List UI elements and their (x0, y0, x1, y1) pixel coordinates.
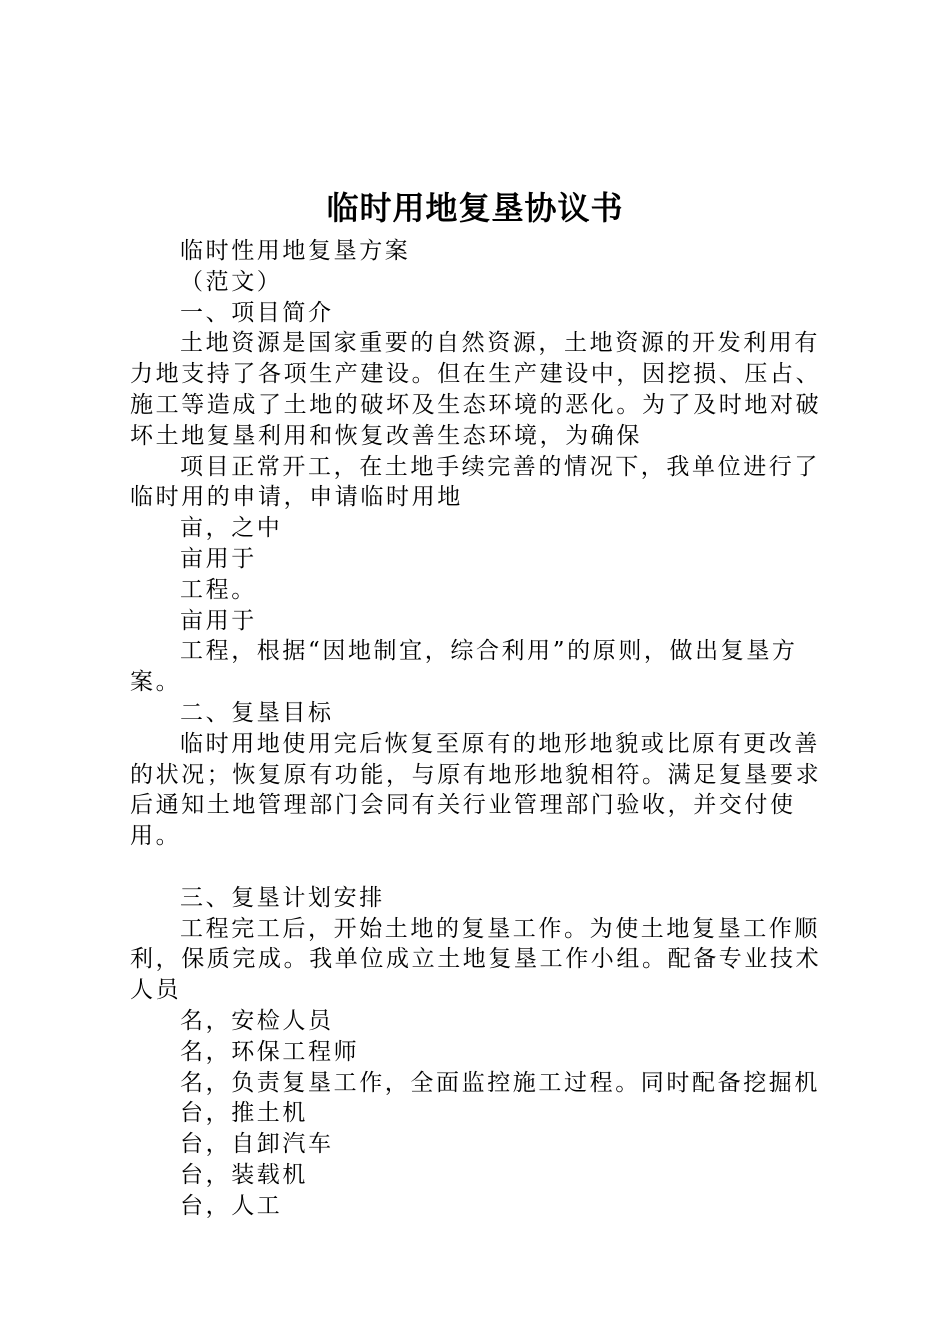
paragraph: 名，环保工程师 (180, 1038, 360, 1065)
document-title: 临时用地复垦协议书 (326, 189, 624, 227)
paragraph: 亩，之中 (180, 515, 283, 542)
paragraph: 台，自卸汽车 (180, 1131, 334, 1158)
paragraph: 台，推土机 (180, 1100, 308, 1127)
document-body (130, 236, 840, 1222)
paragraph: 名，负责复垦工作，全面监控施工过程。同时配备挖掘机 (180, 1069, 820, 1096)
heading-section-3: 三、复垦计划安排 (180, 884, 385, 911)
blank-line (130, 852, 840, 883)
paragraph: 工程，根据“因地制宜，综合利用”的原则，做出复垦方案。 (130, 638, 798, 696)
paragraph: 台，装载机 (180, 1161, 308, 1188)
heading-section-2: 二、复垦目标 (180, 699, 334, 726)
heading-section-1: 一、项目简介 (180, 299, 334, 326)
paragraph: 项目正常开工，在土地手续完善的情况下，我单位进行了临时用的申请，申请临时用地 (130, 453, 820, 511)
paragraph: 亩用于 (180, 545, 257, 572)
paragraph: 临时用地使用完后恢复至原有的地形地貌或比原有更改善的状况；恢复原有功能，与原有地形地貌相符。满足复垦要求后通知土地管理部门会同有关行业管理部门验收，并交付使用。 (130, 730, 822, 850)
paragraph: 名，安检人员 (180, 1007, 334, 1034)
paragraph: 土地资源是国家重要的自然资源，土地资源的开发利用有力地支持了各项生产建设。但在生产建设中，因挖损、压占、施工等造成了土地的破坏及生态环境的恶化。为了及时地对破坏土地复垦利用和恢复改善生态环境，为确保 (130, 330, 822, 449)
paragraph: 台，人工 (180, 1192, 283, 1219)
paragraph: 工程。 (180, 576, 257, 603)
paragraph-sample-note: （范文） (180, 268, 283, 295)
paragraph-subtitle: 临时性用地复垦方案 (180, 238, 411, 264)
paragraph: 工程完工后，开始土地的复垦工作。为使土地复垦工作顺利，保质完成。我单位成立土地复垦工作小组。配备专业技术人员 (130, 915, 822, 1004)
paragraph: 亩用于 (180, 607, 257, 634)
